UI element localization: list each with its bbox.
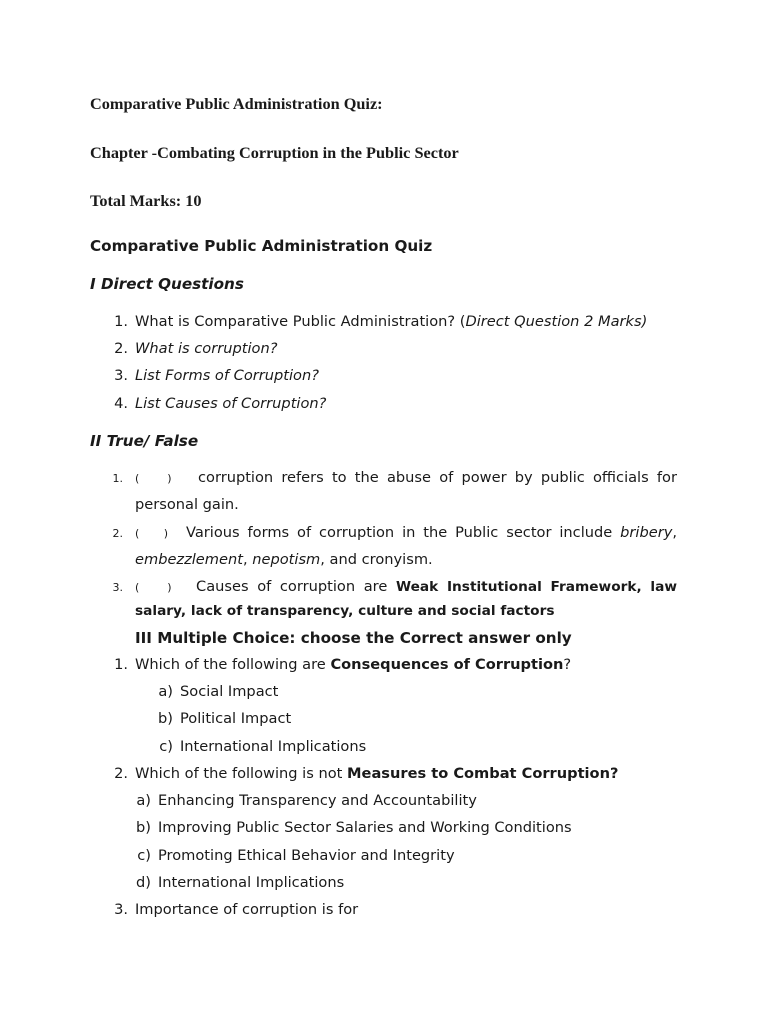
statement-part: , [242, 551, 253, 568]
question-part-bold: Consequences of Corruption [330, 656, 564, 673]
question-text [135, 765, 618, 782]
option-text: International Implications [158, 874, 345, 891]
list-item-number: 1. [112, 472, 123, 485]
question-part: ? [563, 656, 572, 673]
section-direct-questions-title: I Direct Questions [90, 275, 244, 293]
option-text: Enhancing Transparency and Accountability [158, 792, 477, 809]
marks-note: Direct Question 2 Marks) [465, 313, 648, 330]
question-part: Which of the following are [135, 656, 331, 673]
statement-text: corruption refers to the abuse of power by public officials for [198, 469, 677, 486]
list-item-number: 4. [114, 395, 128, 412]
statement-part: Various forms of corruption in the Public sector include [186, 524, 613, 541]
option-text: Social Impact [180, 683, 279, 700]
option-letter: d) [136, 874, 151, 891]
section-multiple-choice-title: III Multiple Choice: choose the Correct answer only [135, 629, 572, 647]
option-text: International Implications [180, 738, 367, 755]
list-item-number: 3. [114, 901, 128, 918]
option-letter: c) [137, 847, 151, 864]
statement-part: , [672, 524, 677, 541]
total-marks: Total Marks: 10 [90, 191, 202, 210]
statement-text-cont: salary, lack of transparency, culture and social factors [135, 603, 555, 619]
answer-blank: ( ) [135, 527, 169, 540]
statement-part-bold: Weak Institutional Framework, law [395, 579, 677, 595]
question-text: What is Comparative Public Administration? ( [135, 313, 466, 330]
statement-part: Causes of corruption are [196, 578, 388, 595]
quiz-heading: Comparative Public Administration Quiz [90, 237, 433, 255]
list-item-number: 1. [114, 656, 128, 673]
list-item-text: List Causes of Corruption? [135, 395, 327, 412]
quiz-title: Comparative Public Administration Quiz: [90, 94, 383, 113]
question-part: Which of the following is not [135, 765, 348, 782]
statement-part-italic: embezzlement [135, 551, 243, 568]
section-true-false-title: II True/ False [90, 432, 199, 450]
statement-text-cont: personal gain. [135, 496, 239, 513]
list-item-text [135, 313, 647, 330]
statement-text [186, 524, 677, 541]
option-text: Improving Public Sector Salaries and Working Conditions [158, 819, 572, 836]
option-letter: b) [136, 819, 151, 836]
statement-part-italic: bribery [620, 524, 673, 541]
list-item-text: List Forms of Corruption? [135, 367, 319, 384]
answer-blank: ( ) [135, 581, 172, 594]
list-item-number: 2. [114, 765, 128, 782]
list-item-text: What is corruption? [135, 340, 278, 357]
statement-part-italic: nepotism [252, 551, 321, 568]
list-item-number: 3. [112, 581, 123, 594]
list-item-number: 1. [114, 313, 128, 330]
statement-part: , and cronyism. [320, 551, 433, 568]
option-letter: c) [159, 738, 173, 755]
option-text: Political Impact [180, 710, 292, 727]
question-text: Importance of corruption is for [135, 901, 359, 918]
statement-text-cont [135, 551, 433, 568]
answer-blank: ( ) [135, 472, 172, 485]
option-letter: b) [158, 710, 173, 727]
option-text: Promoting Ethical Behavior and Integrity [158, 847, 455, 864]
statement-text [196, 578, 677, 595]
list-item-number: 3. [114, 367, 128, 384]
question-part-bold: Measures to Combat Corruption? [347, 765, 619, 782]
question-text [135, 656, 571, 673]
list-item-number: 2. [114, 340, 128, 357]
list-item-number: 2. [112, 527, 123, 540]
option-letter: a) [136, 792, 151, 809]
option-letter: a) [158, 683, 173, 700]
chapter-title: Chapter -Combating Corruption in the Public Sector [90, 143, 459, 162]
